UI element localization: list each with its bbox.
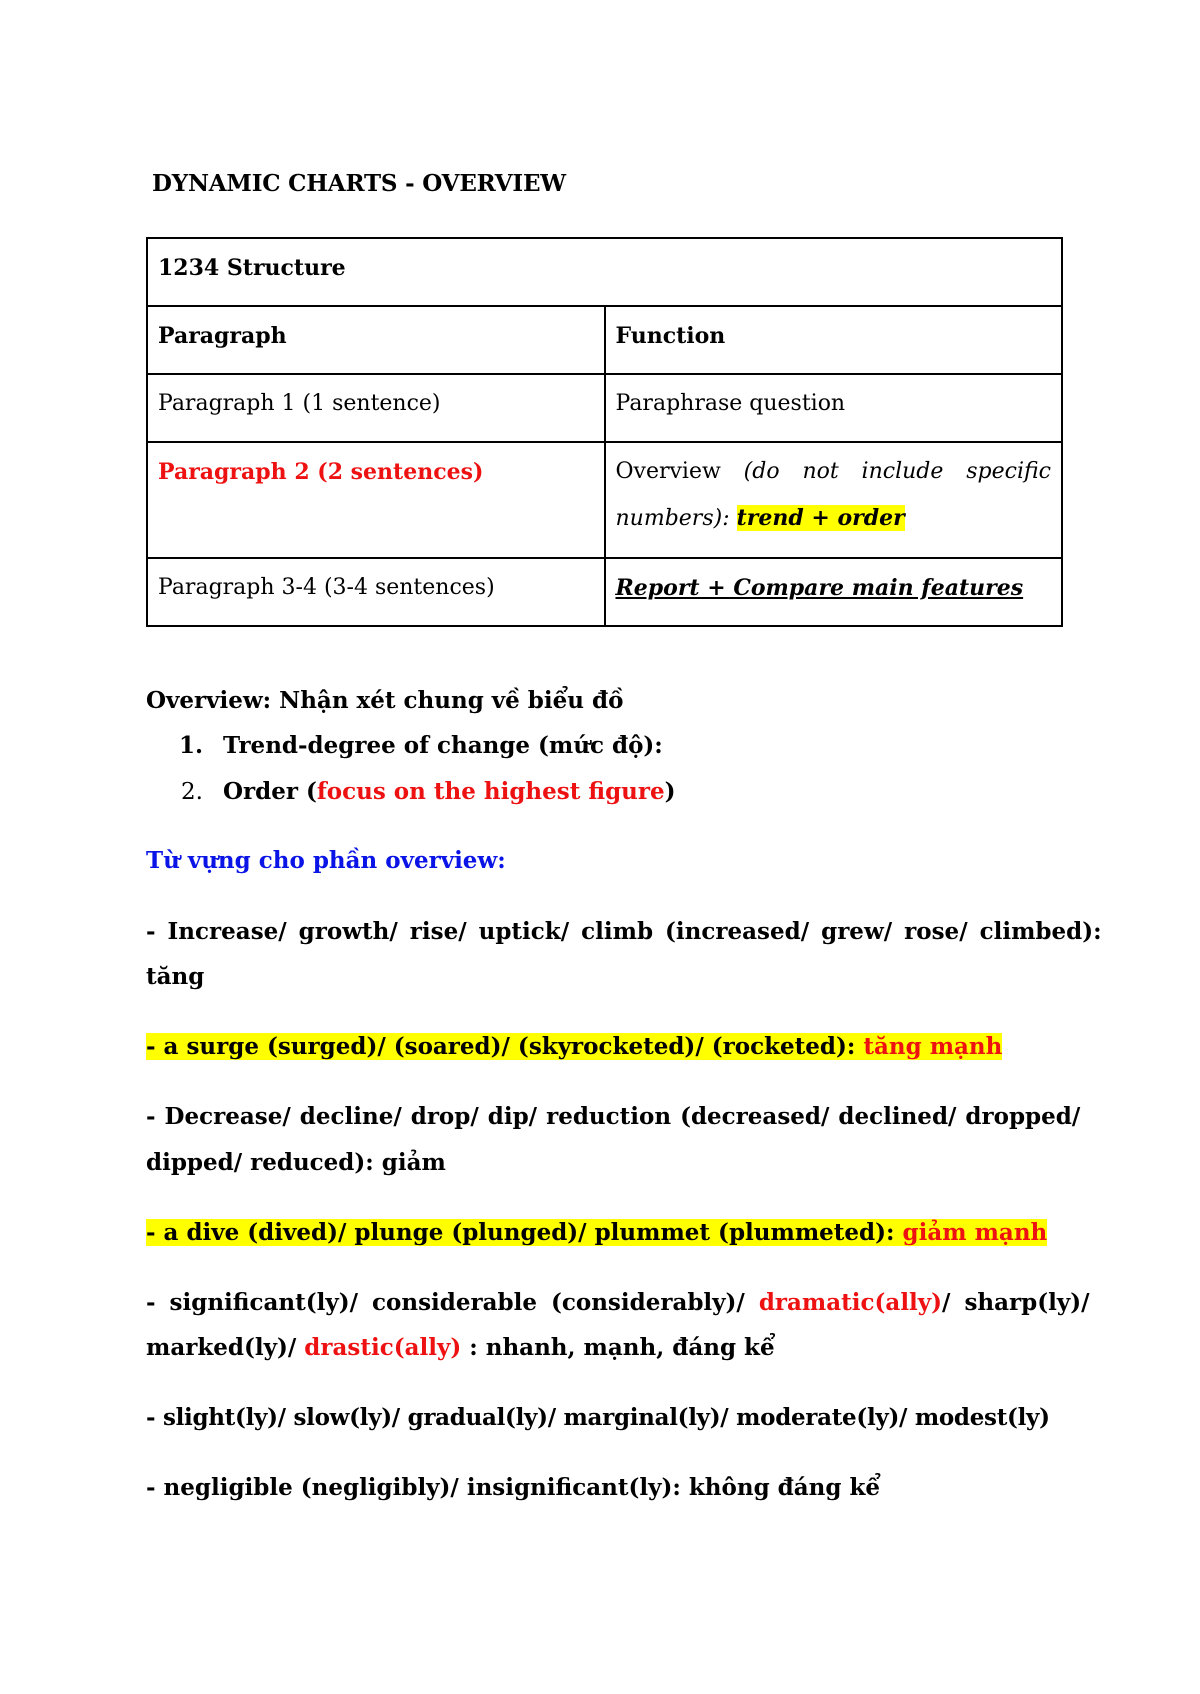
row2-function-line2 <box>616 495 1052 542</box>
row2-word: include <box>861 459 944 484</box>
overview-heading: Overview: Nhận xét chung về biểu đồ <box>146 687 624 714</box>
vocab-increase-line2: tăng <box>146 963 205 990</box>
row2-word: (do <box>743 459 780 484</box>
vocab-increase-line1: - Increase/ growth/ rise/ uptick/ climb (increased/ grew/ rose/ climbed): <box>146 918 1102 945</box>
header-paragraph-text: Paragraph <box>158 323 287 349</box>
vocab-significant-text: marked(ly)/ <box>146 1334 305 1361</box>
vocab-significant-line2 <box>146 1333 775 1363</box>
vocab-slight: - slight(ly)/ slow(ly)/ gradual(ly)/ marginal(ly)/ moderate(ly)/ modest(ly) <box>146 1404 1050 1431</box>
row3-paragraph <box>147 558 605 626</box>
vocab-significant-line1 <box>146 1288 1090 1318</box>
header-function-text: Function <box>615 323 726 349</box>
row2-highlight-text: trend + order <box>736 505 905 531</box>
row2-paragraph-text: Paragraph 2 (2 sentences) <box>158 459 484 485</box>
list-number: 1. <box>178 732 203 759</box>
vocab-surge-highlight <box>146 1033 1002 1060</box>
document-title: DYNAMIC CHARTS - OVERVIEW <box>152 170 566 197</box>
vocab-dive <box>146 1218 1047 1248</box>
list-number: 2. <box>181 779 203 805</box>
vocab-negligible: - negligible (negligibly)/ insignificant(ly): không đáng kể <box>146 1474 881 1501</box>
vocab-significant-text: : nhanh, mạnh, đáng kể <box>461 1334 775 1361</box>
list-item <box>165 777 676 807</box>
vocab-significant-text: - significant(ly)/ considerable (considerably)/ <box>146 1289 759 1316</box>
row2-italic-text: numbers): <box>615 506 730 531</box>
list-item <box>165 731 663 761</box>
table-caption <box>147 238 1062 306</box>
table-caption-row <box>147 238 1062 306</box>
row1-function <box>605 374 1063 442</box>
vocab-decrease-line1: - Decrease/ decline/ drop/ dip/ reduction (decreased/ declined/ dropped/ <box>146 1103 1081 1130</box>
header-paragraph <box>147 306 605 374</box>
row2-function <box>605 442 1063 558</box>
table-caption-text: 1234 Structure <box>158 255 346 281</box>
structure-table <box>146 237 1063 627</box>
vocab-surge-text: - a surge (surged)/ (soared)/ (skyrocketed)/ (rocketed): <box>146 1033 864 1060</box>
vocab-dive-red: giảm mạnh <box>902 1219 1048 1246</box>
list-item-red-text: focus on the highest figure <box>316 778 665 805</box>
header-function <box>605 306 1063 374</box>
row2-paragraph <box>147 442 605 558</box>
row3-function-text: Report + Compare main features <box>615 575 1024 601</box>
row1-function-text: Paraphrase question <box>615 391 846 416</box>
row1-paragraph <box>147 374 605 442</box>
vocab-dive-highlight <box>146 1219 1047 1246</box>
vocab-heading: Từ vựng cho phần overview: <box>146 847 506 874</box>
vocab-significant-text: / sharp(ly)/ <box>942 1289 1090 1316</box>
list-item-text: Trend-degree of change (mức độ): <box>223 732 663 759</box>
table-header-row <box>147 306 1062 374</box>
table-row <box>147 558 1062 626</box>
row2-function-line1 <box>616 449 1052 495</box>
row3-paragraph-text: Paragraph 3-4 (3-4 sentences) <box>158 575 495 600</box>
list-item-text: ) <box>664 778 676 805</box>
vocab-surge-red: tăng mạnh <box>863 1033 1003 1060</box>
vocab-dive-text: - a dive (dived)/ plunge (plunged)/ plummet (plummeted): <box>146 1219 903 1246</box>
vocab-significant-red: dramatic(ally) <box>758 1289 943 1316</box>
row2-word: not <box>802 459 839 484</box>
list-item-text: Order ( <box>223 778 317 805</box>
vocab-significant-red: drastic(ally) <box>304 1334 462 1361</box>
row2-word: specific <box>966 459 1051 484</box>
vocab-decrease-line2: dipped/ reduced): giảm <box>146 1149 446 1176</box>
table-row <box>147 374 1062 442</box>
row2-word: Overview <box>615 459 721 484</box>
row1-paragraph-text: Paragraph 1 (1 sentence) <box>158 391 441 416</box>
vocab-surge <box>146 1032 1002 1062</box>
row3-function <box>605 558 1063 626</box>
table-row <box>147 442 1062 558</box>
